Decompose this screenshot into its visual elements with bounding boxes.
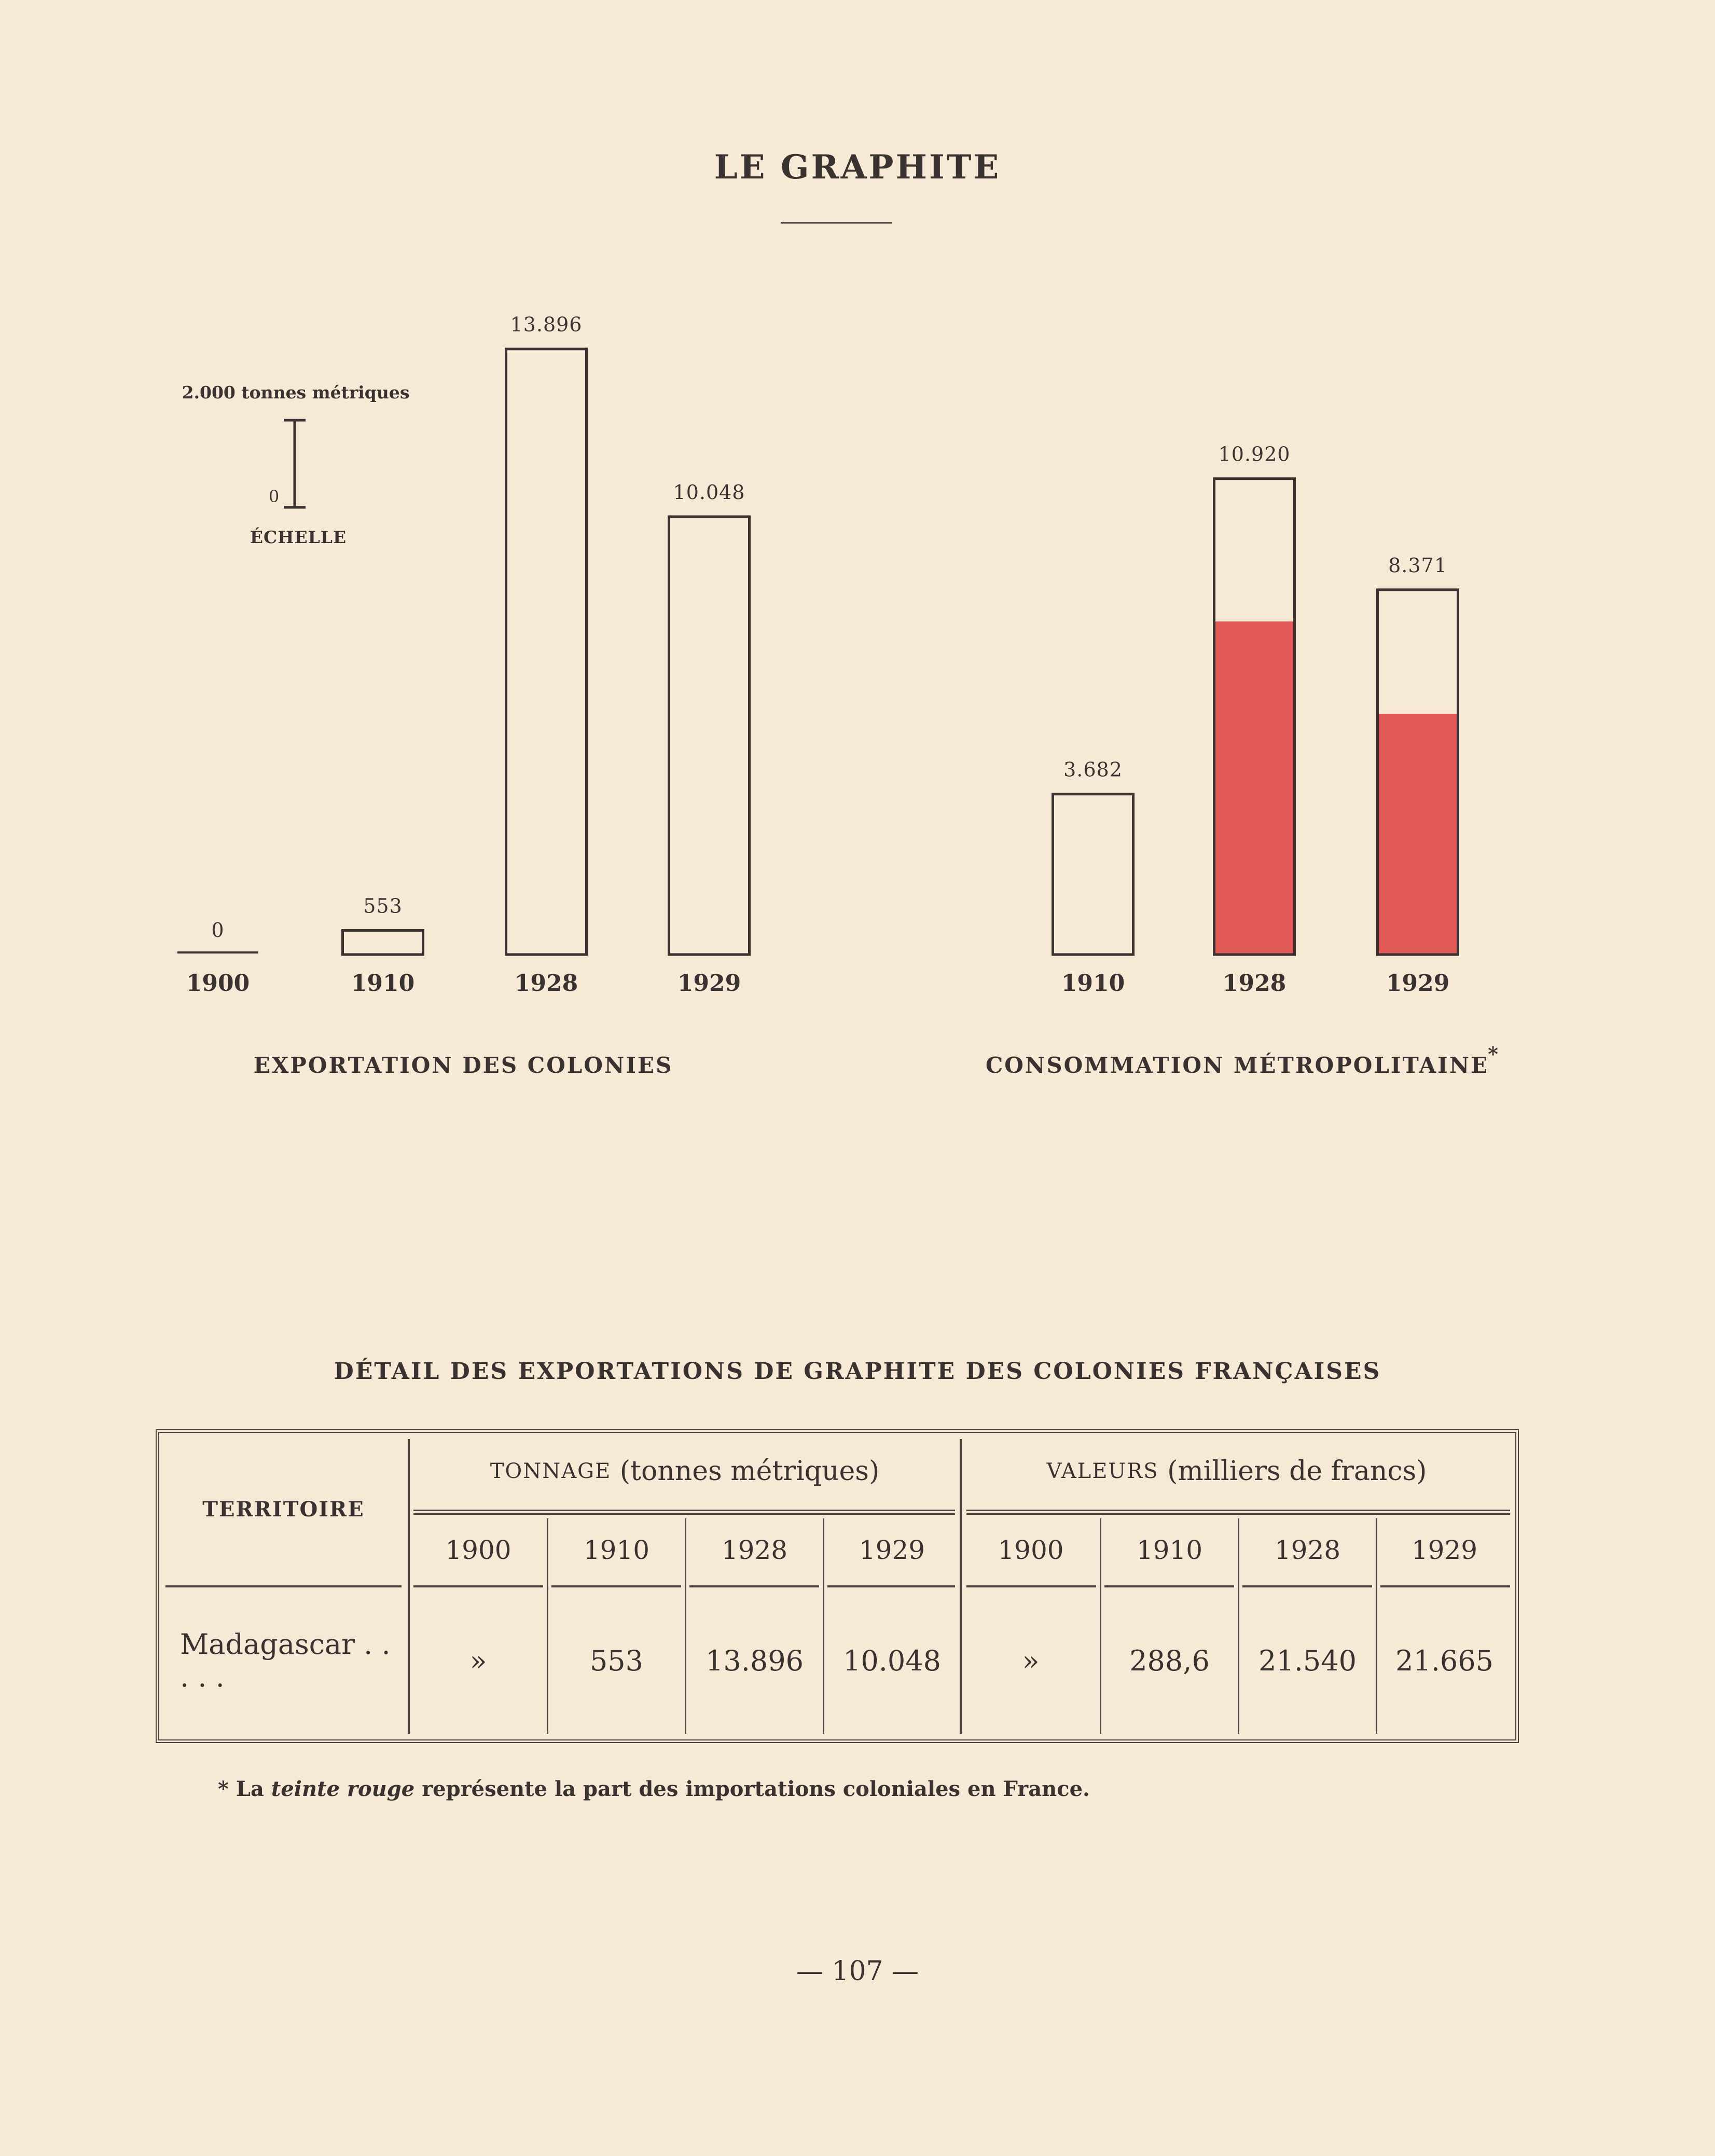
exports-table <box>156 1429 1519 1743</box>
table-cell: 288,6 <box>1129 1644 1210 1677</box>
category-label: 1929 <box>677 970 741 997</box>
bar-value-label: 13.896 <box>510 313 583 336</box>
scale-caption: ÉCHELLE <box>250 527 347 547</box>
scale-label: 2.000 tonnes métriques <box>182 382 410 403</box>
table-cell: 10.048 <box>843 1644 941 1677</box>
tonnage-header-unit: (tonnes métriques) <box>619 1456 880 1487</box>
table-cell: 13.896 <box>706 1644 804 1677</box>
tonnage-header-label: TONNAGE <box>490 1459 612 1483</box>
consumption-chart-title: CONSOMMATION MÉTROPOLITAINE <box>985 1053 1489 1078</box>
bar-colonial-share <box>1378 714 1458 955</box>
bar-value-label: 10.920 <box>1218 443 1291 466</box>
consumption-title-asterisk: * <box>1488 1042 1498 1066</box>
bar-value-label: 0 <box>211 919 225 942</box>
table-cell: » <box>1022 1644 1040 1677</box>
tonnage-header <box>410 1433 960 1510</box>
values-year-1900: 1900 <box>998 1535 1064 1565</box>
table-row-territory: Madagascar . . . . . <box>180 1628 391 1693</box>
tonnage-year-1928: 1928 <box>721 1535 788 1565</box>
values-header <box>962 1433 1512 1510</box>
table-cell: 553 <box>589 1644 644 1677</box>
category-label: 1910 <box>1061 970 1125 997</box>
bar-value-label: 553 <box>363 894 403 918</box>
category-label: 1900 <box>186 970 250 997</box>
values-header-label: VALEURS <box>1046 1459 1159 1483</box>
bar-value-label: 3.682 <box>1063 758 1123 781</box>
values-year-1928: 1928 <box>1274 1535 1341 1565</box>
bar-value-label: 10.048 <box>673 480 745 504</box>
scale-zero-label: 0 <box>268 487 280 506</box>
category-label: 1929 <box>1386 970 1450 997</box>
values-year-1929: 1929 <box>1411 1535 1478 1565</box>
tonnage-year-1929: 1929 <box>859 1535 925 1565</box>
category-label: 1910 <box>351 970 415 997</box>
table-cell: » <box>469 1644 487 1677</box>
values-header-unit: (milliers de francs) <box>1167 1456 1427 1487</box>
tonnage-year-1910: 1910 <box>583 1535 650 1565</box>
category-label: 1928 <box>1222 970 1287 997</box>
footnote <box>218 1777 1090 1801</box>
table-cell: 21.540 <box>1258 1644 1357 1677</box>
table-title: DÉTAIL DES EXPORTATIONS DE GRAPHITE DES COLONIES FRANÇAISES <box>334 1358 1381 1385</box>
bar <box>1053 794 1133 955</box>
scale-bar <box>284 420 306 507</box>
bar <box>506 349 587 955</box>
export-chart-title: EXPORTATION DES COLONIES <box>253 1053 673 1078</box>
values-year-1910: 1910 <box>1136 1535 1203 1565</box>
bar <box>669 517 750 955</box>
footnote-pre: La <box>236 1777 264 1801</box>
footnote-emphasis: teinte rouge <box>271 1777 415 1801</box>
territory-header: TERRITOIRE <box>202 1497 365 1522</box>
table-rule <box>413 1510 955 1515</box>
tonnage-year-1900: 1900 <box>445 1535 511 1565</box>
bar <box>343 931 423 955</box>
category-label: 1928 <box>514 970 578 997</box>
bar-colonial-share <box>1214 621 1295 955</box>
page-title: LE GRAPHITE <box>714 148 1001 187</box>
footnote-text: représente la part des importations coloniales en France. <box>422 1777 1090 1801</box>
table-cell: 21.665 <box>1395 1644 1493 1677</box>
page-number: — 107 — <box>796 1956 919 1987</box>
export-chart <box>177 313 750 997</box>
consumption-chart <box>1053 443 1458 997</box>
table-rule <box>966 1510 1510 1515</box>
footnote-mark: * <box>218 1777 229 1801</box>
bar-value-label: 8.371 <box>1388 554 1447 577</box>
